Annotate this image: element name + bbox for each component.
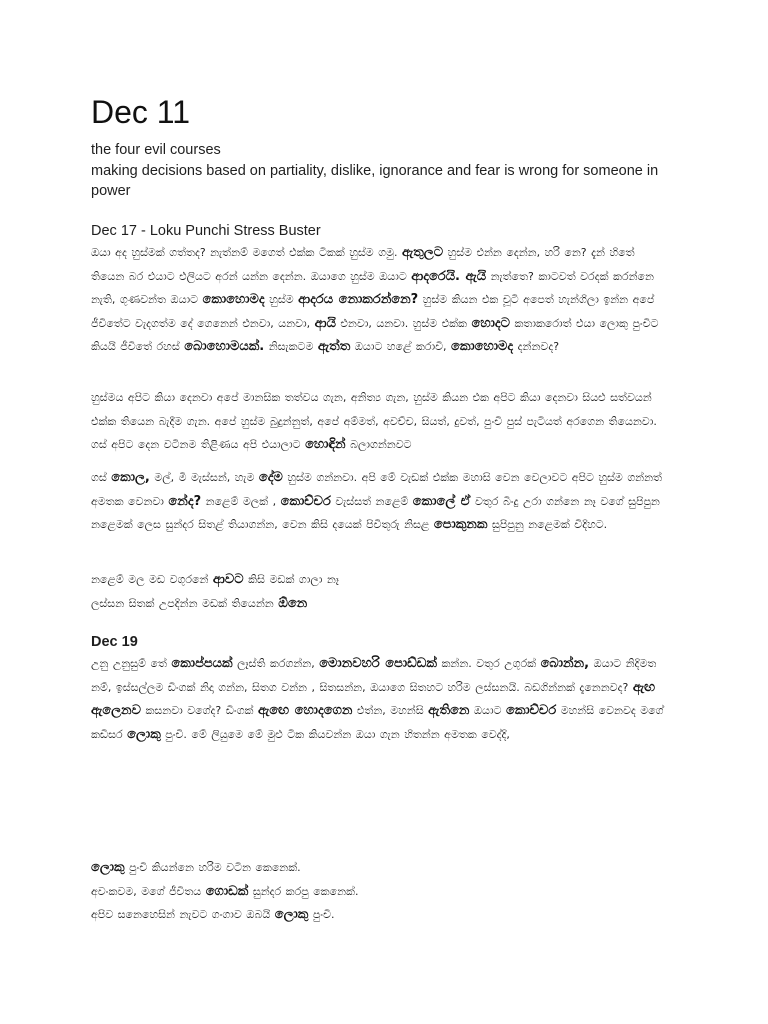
- paragraph: [91, 568, 671, 592]
- body-text: එත්න, මහන්සි: [352, 704, 429, 717]
- emphasis-text: ලොකු: [127, 726, 161, 742]
- emphasis-text: ආවට: [212, 572, 244, 587]
- paragraph: [91, 241, 671, 359]
- emphasis-text: දේම: [258, 470, 283, 485]
- body-text: හුස්ම: [264, 293, 299, 306]
- emphasis-text: ලොකු: [91, 860, 125, 875]
- body-text: ඔයාට: [469, 704, 506, 717]
- emphasis-text: ආදරෙයි. ඇයි: [411, 268, 487, 284]
- body-text: හුස්ම කියන එක චූටි අපෙත් හැන්ගිලා ඉන්න අපේ ජීවිතේට වැදගත්ම දේ ගෙනෙන් එනවා, යනවා,: [91, 293, 655, 330]
- body-text: දන්නවද?: [513, 340, 560, 353]
- body-text: පුංචි කියන්නෙ හරිම වටින කෙනෙක්.: [124, 861, 301, 874]
- body-text: පුංචි.: [308, 908, 335, 921]
- body-text: කන්න. වතුර උගුරක්: [436, 657, 541, 670]
- body-text: පුංචි. මේ ලියුමෙ මේ මුළු ටික කියවන්න ඔයා ගැන හිතන්න අමතක වෙද්දි,: [160, 727, 510, 741]
- emphasis-text: කොප්පයක්: [171, 656, 233, 671]
- body-text: වතුර බිංදු උරා ගන්නෙ නෑ වගේ සුපිපුන නළෙමක් ලෙස සුන්දර සිතළ් තියාගන්න, වෙන කිසි දයෙක් පිවිතුරු නිසළ: [91, 494, 660, 531]
- body-text: හුස්ම එන්න දෙන්න, හරි නෙ? දැන් හිතේ තියෙන බර එයාට එලියට අරන් යන්න දෙන්න. ඔයාගෙ හුස්ම ඔයාට: [91, 246, 635, 283]
- body-text: බලාගන්නවට: [345, 438, 412, 451]
- body-text: නිසැකටම: [264, 340, 318, 353]
- page-title: Dec 11: [91, 94, 191, 130]
- emphasis-text: ලොකු: [274, 907, 309, 922]
- body-text: ඔයා අද හුස්මක් ගත්තද? නැත්නම් මගෙත් එක්ක ටිකක් හුස්ම ගමු.: [91, 246, 402, 259]
- body-text: නළෙම් මලක් ,: [201, 494, 281, 508]
- body-text: කසනවා වගේද? ඩිංගක්: [140, 704, 258, 717]
- body-text: කතාකරොත් එයා ලොකු පුංචිට කියයි ජීවිතේ රහස්: [91, 316, 659, 353]
- body-text: එනවා, යනවා. හුස්ම එක්ක: [335, 316, 472, 330]
- body-text: නළෙම් මල මඩ වගුරනේ: [91, 573, 213, 586]
- emphasis-text: ඇත්ත: [317, 339, 351, 354]
- emphasis-text: නේද?: [168, 493, 202, 509]
- paragraph: [91, 592, 671, 616]
- emphasis-text: ආයි: [314, 315, 336, 331]
- body-text: කිසි මඩක් ගාලා නෑ: [243, 573, 339, 586]
- closing-line: [91, 880, 671, 904]
- body-text: අවංකවම, මගේ ජීවිතය: [91, 884, 206, 898]
- body-text: හුස්ම ගන්නවා. අපි මේ වැඩක් එක්ක මහාසි වෙන වෙලාවට අපිට හුස්ම ගන්නත් අමතක වෙනවා: [91, 471, 662, 508]
- body-text: සුන්දර කරපු කෙනෙක්.: [248, 884, 359, 898]
- body-text: නැත්තෙ? කාටවත් වරදක් කරන්නෙ නැති, ගුණවන්ත ඔයාට: [91, 269, 654, 306]
- section-dec-17-para4: [91, 568, 681, 615]
- closing-line: [91, 856, 671, 880]
- emphasis-text: කොච්චර: [280, 493, 331, 509]
- section-dec-17-para2: [91, 386, 681, 457]
- section-heading: Dec 19: [91, 634, 138, 650]
- paragraph: [91, 466, 671, 537]
- closing-block: [91, 856, 681, 927]
- paragraph: [91, 652, 671, 746]
- emphasis-text: ඇතුලට: [401, 245, 444, 260]
- body-text: මල්, මී මැස්සන්, හැම: [149, 471, 259, 484]
- body-text: ගස්: [91, 471, 112, 484]
- section-heading: Dec 17 - Loku Punchi Stress Buster: [91, 223, 321, 239]
- body-text: ලෑස්ති කරගන්න,: [232, 657, 320, 670]
- body-text: වැස්සත් නළෙම්: [330, 494, 413, 508]
- emphasis-text: ඕනෙ: [278, 595, 308, 611]
- body-text: හුස්මය අපිට කියා දෙනවා අපේ මානසික තත්වය ගැන, අනිත්‍ය ගැන, හුස්ම කියන එක අපිට කියා දෙනවා සියළු සත්වයන් එක්ක තියෙන බැදීම ගැන. අපේ හුස්ම බුදුන්නුත්, අපේ අම්මත්, අවච්ච, සියත්, දුවත්, පුංචි පුස් පැටියත් අරගෙන තියෙනවා. ගස් අපිට දෙන වටිනම තිළිණය අපි එයාලාට: [91, 391, 657, 451]
- emphasis-text: හොඳින්: [305, 437, 346, 452]
- intro-line: the four evil courses: [91, 142, 221, 158]
- emphasis-text: කොල,: [111, 470, 150, 485]
- emphasis-text: පොකුනක: [433, 517, 488, 532]
- emphasis-text: ඇතිනෙ: [428, 703, 470, 718]
- emphasis-text: ඇඟෙ හොදගෙන: [258, 703, 353, 718]
- paragraph: [91, 386, 671, 457]
- section-dec-17: [91, 221, 681, 359]
- emphasis-text: ආදරය නොකරන්නෙ?: [298, 292, 419, 307]
- emphasis-text: මොනවහරි පොඩ්ඩක්: [319, 656, 437, 671]
- section-dec-17-para3: [91, 466, 681, 537]
- section-dec-19: [91, 632, 681, 746]
- emphasis-text: කොහොමද: [202, 292, 265, 307]
- body-text: අපිව සනෙහෙසින් නැවට ගංගාව ඔබයි: [91, 908, 275, 921]
- body-text: සුපිපුනු නළෙමක් විදිහට.: [487, 518, 608, 531]
- emphasis-text: ගොඩක්: [205, 883, 249, 899]
- intro-line: making decisions based on partiality, dislike, ignorance and fear is wrong for someone in power: [91, 162, 659, 199]
- emphasis-text: කොච්චර: [506, 703, 557, 718]
- body-text: උනු උනුසුම් තේ: [91, 657, 172, 670]
- emphasis-text: ඇඟ ඇලෙනව: [91, 679, 656, 718]
- emphasis-text: කොලේ ඒ: [412, 493, 471, 509]
- body-text: මහන්සි වෙනවද මගේ කඩිසර: [91, 704, 664, 741]
- emphasis-text: හොදට: [471, 315, 510, 331]
- body-text: ඔයාට නිදිමත නම්, ඉස්සල්ලම ඩිංගක් නිදා ගන්න, සිතග වන්න , සිතසන්න, ඔයාගෙ සිතහට හරිම ලස්සනයි. බඩගින්නක් දැනෙනවද?: [91, 657, 657, 694]
- emphasis-text: බොහොමයක්.: [184, 339, 265, 354]
- body-text: ඔයාට හළේ කරාවි,: [350, 340, 451, 353]
- emphasis-text: බොන්න,: [540, 656, 590, 671]
- body-text: ලස්සන සිතක් උපදින්න මඩක් තියෙන්න: [91, 596, 279, 610]
- intro-block: [91, 140, 681, 202]
- emphasis-text: කොහොමද: [451, 339, 514, 354]
- closing-line: [91, 903, 671, 927]
